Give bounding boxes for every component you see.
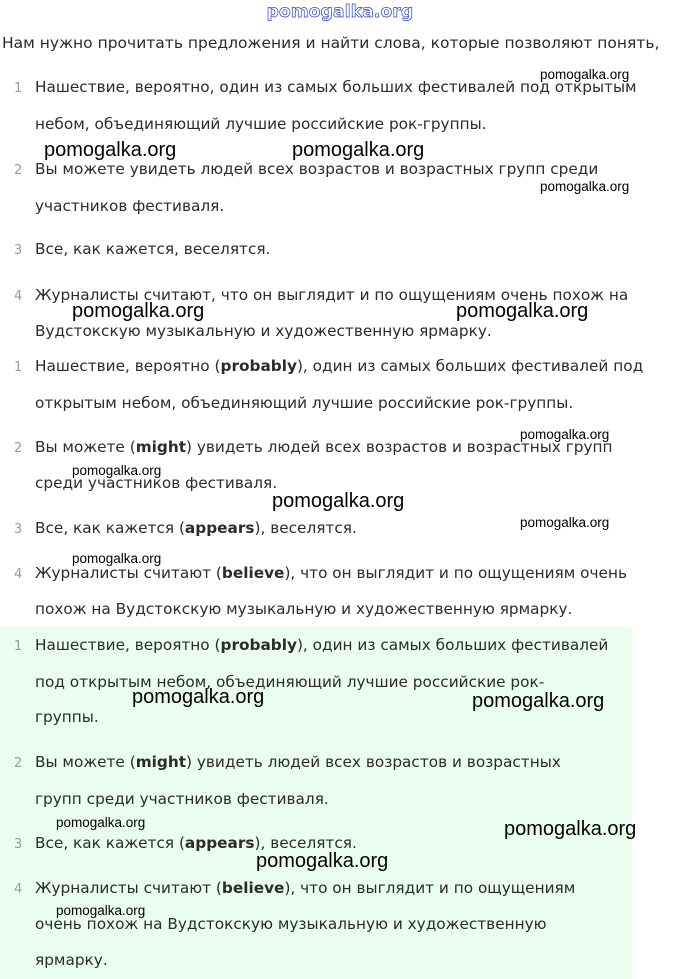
item-line: Вы можете (might) увидеть людей всех возрастов и возрастных групп xyxy=(35,438,613,456)
item-line: Вудстокскую музыкальную и художественную ярмарку. xyxy=(35,322,492,340)
item-line: Журналисты считают (believe), что он выглядит и по ощущениям очень xyxy=(35,564,627,582)
item-line: Все, как кажется (appears), веселятся. xyxy=(35,519,357,537)
item-line: открытым небом, объединяющий лучшие российские рок-группы. xyxy=(35,394,574,412)
item-line: небом, объединяющий лучшие российские рок-группы. xyxy=(35,115,487,133)
item-number: 1 xyxy=(14,360,23,375)
keyword: probably xyxy=(220,636,297,654)
item-number: 1 xyxy=(14,639,23,654)
item-line: очень похож на Вудстокскую музыкальную и художественную xyxy=(35,915,547,933)
watermark: pomogalka.org xyxy=(72,300,205,322)
item-line: Все, как кажется, веселятся. xyxy=(35,240,271,258)
keyword: appears xyxy=(184,834,255,852)
watermark: pomogalka.org xyxy=(520,427,610,442)
item-number: 3 xyxy=(14,243,23,258)
item-line: Нашествие, вероятно (probably), один из самых больших фестивалей под xyxy=(35,357,644,375)
watermark: pomogalka.org xyxy=(292,139,425,161)
watermark: pomogalka.org xyxy=(72,551,162,566)
keyword: appears xyxy=(184,519,255,537)
item-line: Все, как кажется (appears), веселятся. xyxy=(35,834,357,852)
item-line: Журналисты считают, что он выглядит и по ощущениям очень похож на xyxy=(35,286,629,304)
item-line: Нашествие, вероятно, один из самых больших фестивалей под открытым xyxy=(35,78,637,96)
watermark: pomogalka.org xyxy=(56,815,146,830)
watermark: pomogalka.org xyxy=(72,463,162,478)
item-line: ярмарку. xyxy=(35,951,108,969)
watermark: pomogalka.org xyxy=(44,139,177,161)
keyword: might xyxy=(135,753,187,771)
item-number: 3 xyxy=(14,837,23,852)
item-line: участников фестиваля. xyxy=(35,197,225,215)
intro-text: Нам нужно прочитать предложения и найти слова, которые позволяют понять, xyxy=(2,34,660,52)
watermark: pomogalka.org xyxy=(540,67,630,82)
keyword: probably xyxy=(220,357,297,375)
watermark: pomogalka.org xyxy=(56,903,146,918)
item-number: 2 xyxy=(14,756,23,771)
item-line: Нашествие, вероятно (probably), один из самых больших фестивалей xyxy=(35,636,609,654)
item-number: 4 xyxy=(14,882,23,897)
site-logo[interactable]: pomogalka.org xyxy=(266,2,414,22)
item-line: Журналисты считают (believe), что он выглядит и по ощущениям xyxy=(35,879,576,897)
item-number: 4 xyxy=(14,567,23,582)
watermark: pomogalka.org xyxy=(520,515,610,530)
watermark: pomogalka.org xyxy=(132,686,265,708)
item-line: групп среди участников фестиваля. xyxy=(35,790,329,808)
item-line: среди участников фестиваля. xyxy=(35,474,278,492)
item-number: 4 xyxy=(14,289,23,304)
watermark: pomogalka.org xyxy=(272,490,405,512)
item-number: 2 xyxy=(14,441,23,456)
item-number: 3 xyxy=(14,522,23,537)
watermark: pomogalka.org xyxy=(540,179,630,194)
keyword: might xyxy=(135,438,187,456)
item-line: группы. xyxy=(35,708,99,726)
item-number: 1 xyxy=(14,81,23,96)
keyword: believe xyxy=(221,879,285,897)
item-line: похож на Вудстокскую музыкальную и художественную ярмарку. xyxy=(35,600,573,618)
watermark: pomogalka.org xyxy=(504,818,637,840)
item-line: Вы можете (might) увидеть людей всех возрастов и возрастных xyxy=(35,753,561,771)
watermark: pomogalka.org xyxy=(472,690,605,712)
watermark: pomogalka.org xyxy=(256,850,389,872)
keyword: believe xyxy=(221,564,285,582)
item-line: под открытым небом, объединяющий лучшие российские рок- xyxy=(35,673,545,691)
item-number: 2 xyxy=(14,163,23,178)
item-line: Вы можете увидеть людей всех возрастов и возрастных групп среди xyxy=(35,160,599,178)
watermark: pomogalka.org xyxy=(456,300,589,322)
